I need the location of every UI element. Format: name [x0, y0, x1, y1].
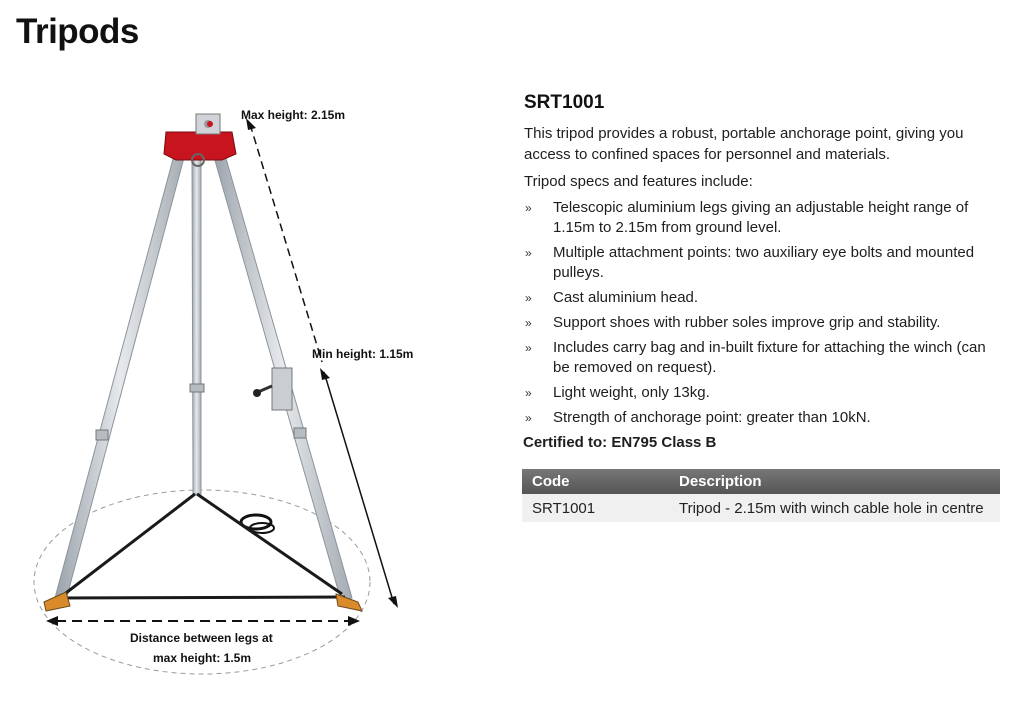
max-height-arrow [246, 118, 322, 362]
tripod-illustration [0, 0, 440, 704]
leg-collar-center [190, 384, 204, 392]
distance-label-line2: max height: 1.5m [153, 651, 252, 665]
column-header-code: Code [522, 469, 669, 494]
tripod-head [164, 114, 236, 166]
product-code: SRT1001 [524, 92, 605, 113]
cell-description: Tripod - 2.15m with winch cable hole in centre [669, 494, 1000, 522]
feature-list [523, 198, 1005, 428]
bullet-icon: » [525, 246, 532, 260]
product-intro: This tripod provides a robust, portable anchorage point, giving you access to confined spaces for personnel and materials. [524, 125, 964, 163]
base-straps [60, 494, 345, 598]
specs-heading: Tripod specs and features include: [524, 173, 753, 190]
feature-text: Includes carry bag and in-built fixture for attaching the winch (can be removed on request). [553, 339, 986, 376]
product-details [523, 92, 1005, 451]
feature-item [523, 313, 1005, 333]
bullet-icon: » [525, 341, 532, 355]
leg-collar-left [96, 430, 108, 440]
table-header-row [522, 469, 1000, 494]
feature-text: Strength of anchorage point: greater than 10kN. [553, 409, 871, 426]
bullet-icon: » [525, 386, 532, 400]
feature-item [523, 408, 1005, 428]
min-height-label: Min height: 1.15m [312, 347, 414, 361]
cable-coil [241, 515, 274, 533]
page-title: Tripods [16, 12, 139, 51]
table-row [522, 494, 1000, 522]
distance-label-line1: Distance between legs at [130, 631, 273, 645]
distance-arrow [46, 616, 360, 626]
leg-collar-right [294, 428, 306, 438]
bullet-icon: » [525, 316, 532, 330]
feature-item [523, 198, 1005, 238]
feature-item [523, 243, 1005, 283]
feature-item [523, 288, 1005, 308]
column-header-description: Description [669, 469, 1000, 494]
feature-text: Cast aluminium head. [553, 289, 699, 306]
cell-code: SRT1001 [522, 494, 669, 522]
max-height-label: Max height: 2.15m [241, 108, 346, 122]
feature-item [523, 383, 1005, 403]
bullet-icon: » [525, 291, 532, 305]
feature-text: Multiple attachment points: two auxiliary eye bolts and mounted pulleys. [553, 244, 975, 281]
tripod-leg-center [192, 155, 201, 494]
feature-item [523, 338, 1005, 378]
bullet-icon: » [525, 411, 532, 425]
feature-text: Telescopic aluminium legs giving an adjustable height range of 1.15m to 2.15m from ground level. [553, 199, 969, 236]
certification: Certified to: EN795 Class B [523, 434, 717, 451]
product-table [522, 469, 1000, 522]
min-height-arrow [320, 368, 398, 608]
feature-text: Support shoes with rubber soles improve grip and stability. [553, 314, 941, 331]
bullet-icon: » [525, 201, 532, 215]
feature-text: Light weight, only 13kg. [553, 384, 710, 401]
winch [253, 368, 292, 410]
tripod-leg-left [55, 148, 186, 600]
